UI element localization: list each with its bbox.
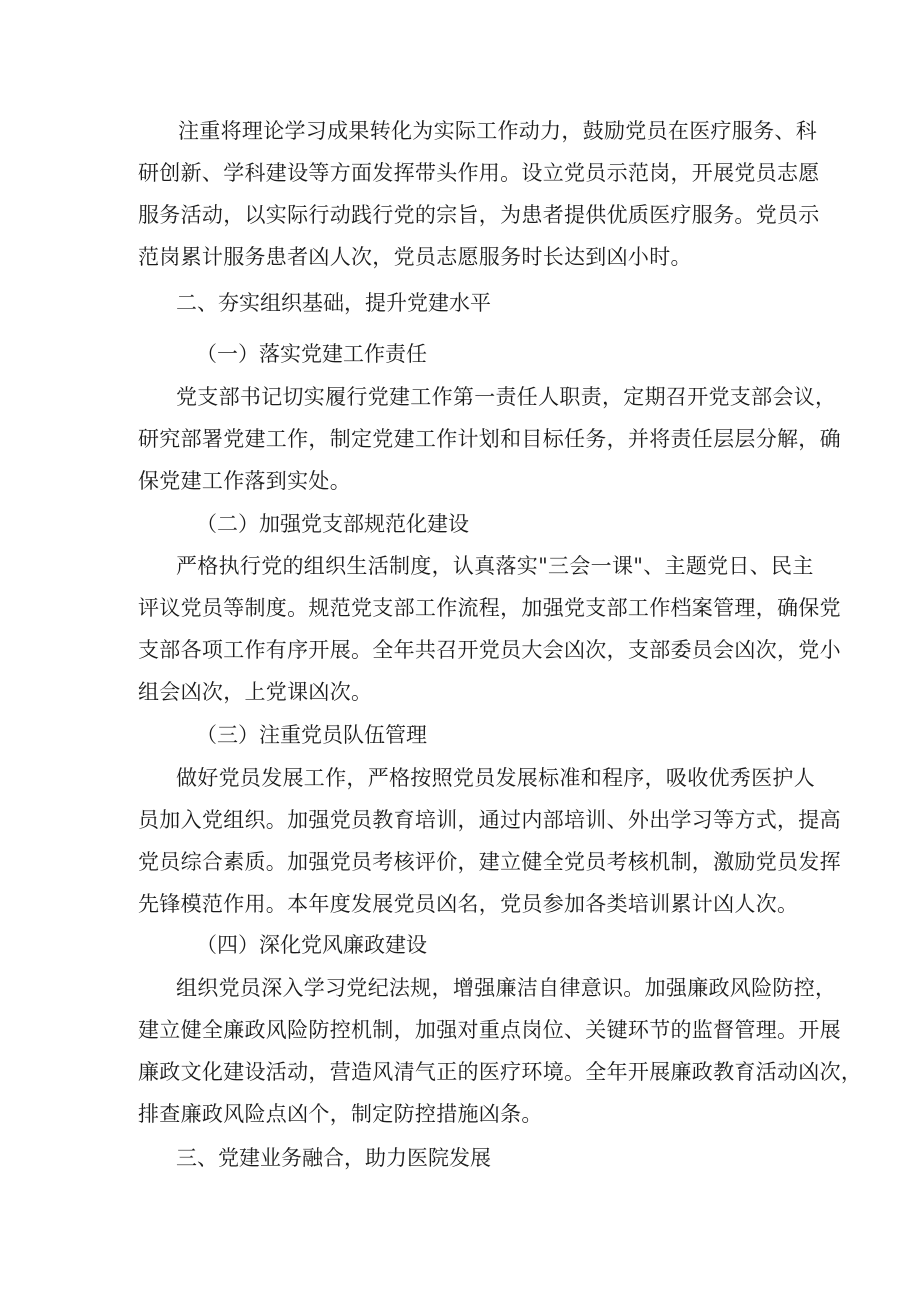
paragraph-responsibility xyxy=(138,376,841,502)
text-line: 先锋模范作用。本年度发展党员凶名，党员参加各类培训累计凶人次。 xyxy=(138,892,799,916)
text-line: 评议党员等制度。规范党支部工作流程，加强党支部工作档案管理，确保党 xyxy=(138,596,841,620)
text-line: 组会凶次，上党课凶次。 xyxy=(138,680,373,704)
paragraph-standardization xyxy=(138,545,841,713)
text-line: 党员综合素质。加强党员考核评价，建立健全党员考核机制，激励党员发挥 xyxy=(138,850,841,874)
text-line: 范岗累计服务患者凶人次，党员志愿服务时长达到凶小时。 xyxy=(138,245,692,269)
text-line: 保党建工作落到实处。 xyxy=(138,469,351,493)
paragraph-member-role xyxy=(138,110,820,278)
subheading-1: （一）落实党建工作责任 xyxy=(196,342,427,366)
text-line: 服务活动，以实际行动践行党的宗旨，为患者提供优质医疗服务。党员示 xyxy=(138,203,820,227)
text-line: 廉政文化建设活动，营造风清气正的医疗环境。全年开展廉政教育活动凶次， xyxy=(138,1060,863,1084)
text-line: 党支部书记切实履行党建工作第一责任人职责，定期召开党支部会议， xyxy=(176,385,837,409)
text-line: 研创新、学科建设等方面发挥带头作用。设立党员示范岗，开展党员志愿 xyxy=(138,161,820,185)
text-line: 排查廉政风险点凶个，制定防控措施凶条。 xyxy=(138,1102,543,1126)
section-heading-3: 三、党建业务融合，助力医院发展 xyxy=(176,1146,491,1170)
text-line: 做好党员发展工作，严格按照党员发展标准和程序，吸收优秀医护人 xyxy=(176,766,815,790)
paragraph-integrity xyxy=(138,967,863,1135)
text-line: 严格执行党的组织生活制度，认真落实"三会一课"、主题党日、民主 xyxy=(176,554,814,578)
text-line: 建立健全廉政风险防控机制，加强对重点岗位、关键环节的监督管理。开展 xyxy=(138,1018,841,1042)
subheading-4: （四）深化党风廉政建设 xyxy=(196,933,427,957)
subheading-3: （三）注重党员队伍管理 xyxy=(196,723,427,747)
text-line: 注重将理论学习成果转化为实际工作动力，鼓励党员在医疗服务、科 xyxy=(178,119,817,143)
text-line: 组织党员深入学习党纪法规，增强廉洁自律意识。加强廉政风险防控， xyxy=(176,976,837,1000)
subheading-2: （二）加强党支部规范化建设 xyxy=(196,512,469,536)
text-line: 员加入党组织。加强党员教育培训，通过内部培训、外出学习等方式，提高 xyxy=(138,808,841,832)
section-heading-2: 二、夯实组织基础，提升党建水平 xyxy=(176,291,491,315)
paragraph-member-management xyxy=(138,757,841,925)
text-line: 研究部署党建工作，制定党建工作计划和目标任务，并将责任层层分解，确 xyxy=(138,427,841,451)
text-line: 支部各项工作有序开展。全年共召开党员大会凶次，支部委员会凶次，党小 xyxy=(138,638,841,662)
